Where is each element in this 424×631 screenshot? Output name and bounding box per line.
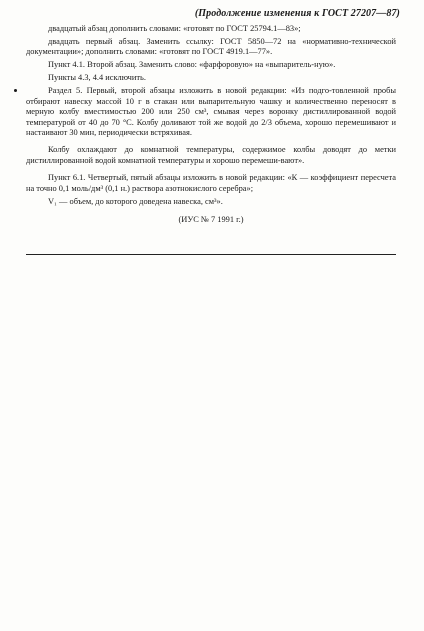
- horizontal-rule: [26, 254, 396, 255]
- paragraph-7: Пункт 6.1. Четвертый, пятый абзацы изложить в новой редакции: «К — коэффициент пересчета на точно 0,1 моль/дм³ (0,1 н.) раствора азотнокислого серебра»;: [26, 173, 396, 193]
- document-body: [26, 24, 396, 228]
- paragraph-2: двадцать первый абзац. Заменить ссылку: ГОСТ 5850—72 на «нормативно-технической документации»; дополнить словами: «готовят по ГОСТ 4919.1—77».: [26, 37, 396, 57]
- paragraph-1: двадцатый абзац дополнить словами: «готовят по ГОСТ 25794.1—83»;: [48, 24, 301, 33]
- paragraph-4: Пункты 4.3, 4.4 исключить.: [48, 73, 146, 83]
- paragraph-6: Колбу охлаждают до комнатной температуры, содержимое колбы доводят до метки дистиллированной водой комнатной температуры и хорошо перемеши-вают».: [26, 145, 396, 165]
- margin-mark: [14, 89, 17, 92]
- page-header: (Продолжение изменения к ГОСТ 27207—87): [194, 8, 400, 19]
- paragraph-8: V₁ — объем, до которого доведена навеска, см³».: [48, 196, 223, 206]
- paragraph-3: Пункт 4.1. Второй абзац. Заменить слово: «фарфоровую» на «выпаритель-ную».: [48, 60, 336, 70]
- source-reference: (ИУС № 7 1991 г.): [178, 215, 244, 225]
- paragraph-5: Раздел 5. Первый, второй абзацы изложить в новой редакции: «Из подго-товленной пробы отбирают навеску массой 10 г в стакан или выпарительную чашку и количественно переносят в мерную колбу вместимостью 200 или 250 см³, смывая через воронку дистиллированной водой температурой от 40 до 70 °С. Колбу доливают той же водой до 2/3 объема, хорошо перемешивают и настаивают 30 мин, периодически встряхивая.: [26, 86, 396, 138]
